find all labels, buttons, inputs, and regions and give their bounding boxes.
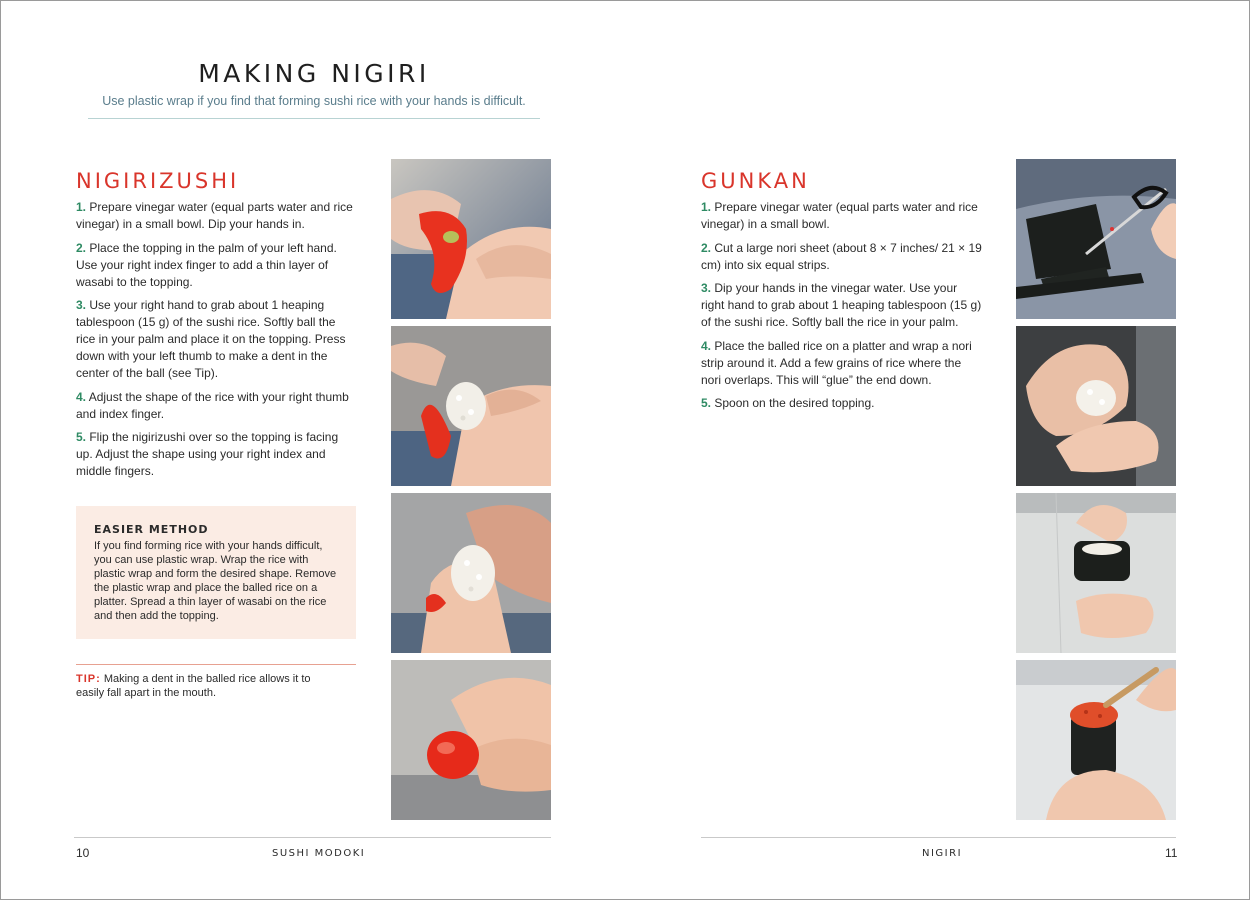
title-divider — [88, 118, 540, 119]
nigirizushi-step-4 — [76, 389, 358, 423]
photo-rice-ball-on-topping — [391, 326, 551, 486]
step-number: 4. — [701, 338, 712, 353]
photo-topping-in-palm — [391, 159, 551, 319]
page-subtitle: Use plastic wrap if you find that forming sushi rice with your hands is difficult. — [102, 94, 526, 108]
nigirizushi-heading: NIGIRIZUSHI — [76, 169, 240, 193]
step-number: 5. — [76, 430, 87, 444]
nigirizushi-step-5 — [76, 429, 358, 480]
page-title: MAKING NIGIRI — [198, 59, 430, 88]
gunkan-step-4 — [701, 338, 983, 389]
gunkan-step-1 — [701, 199, 983, 233]
page-number-right: 11 — [1165, 846, 1178, 860]
tip-text: Making a dent in the balled rice allows it to easily fall apart in the mouth. — [76, 673, 311, 699]
gunkan-step-5 — [701, 395, 983, 412]
step-number: 5. — [701, 396, 712, 410]
photo-finished-nigiri — [391, 660, 551, 820]
footer-rule-left — [74, 837, 551, 838]
step-number: 1. — [76, 200, 87, 214]
step-text: Prepare vinegar water (equal parts water and rice vinegar) in a small bowl. Dip your hands in. — [76, 200, 353, 231]
step-number: 2. — [701, 240, 712, 255]
gunkan-step-2 — [701, 240, 983, 274]
step-number: 2. — [76, 240, 87, 255]
step-number: 1. — [701, 200, 712, 214]
tip-label: TIP: — [76, 673, 101, 685]
step-text: Adjust the shape of the rice with your right thumb and index finger. — [76, 389, 349, 421]
running-head-right: NIGIRI — [922, 848, 963, 859]
tip-note — [76, 672, 336, 700]
easier-method-box — [76, 506, 356, 639]
nigirizushi-steps — [76, 199, 358, 487]
photo-spooning-topping — [1016, 660, 1176, 820]
tip-divider — [76, 664, 356, 665]
nigirizushi-step-1 — [76, 199, 358, 233]
running-head-left: SUSHI MODOKI — [272, 848, 366, 859]
nigirizushi-step-3 — [76, 297, 358, 382]
gunkan-step-3 — [701, 280, 983, 331]
step-text: Place the balled rice on a platter and wrap a nori strip around it. Add a few grains of rice where the nori overlaps. This will “glue” the end down. — [701, 338, 972, 387]
photo-wrapping-nori — [1016, 493, 1176, 653]
photo-cutting-nori — [1016, 159, 1176, 319]
step-text: Dip your hands in the vinegar water. Use your right hand to grab about 1 heaping tablespoon (15 g) of the sushi rice. Softly ball the rice in your palm. — [701, 281, 982, 329]
step-text: Flip the nigirizushi over so the topping is facing up. Adjust the shape using your right index and middle fingers. — [76, 430, 339, 478]
step-text: Cut a large nori sheet (about 8 × 7 inches/ 21 × 19 cm) into six equal strips. — [701, 240, 982, 272]
step-number: 3. — [701, 281, 712, 295]
photo-dent-in-rice — [391, 493, 551, 653]
step-text: Prepare vinegar water (equal parts water and rice vinegar) in a small bowl. — [701, 200, 978, 231]
page-number-left: 10 — [76, 846, 90, 860]
step-text: Spoon on the desired topping. — [711, 396, 875, 410]
footer-rule-right — [701, 837, 1176, 838]
step-text: Place the topping in the palm of your left hand. Use your right index finger to add a thin layer of wasabi to the topping. — [76, 240, 337, 289]
gunkan-steps — [701, 199, 983, 419]
easier-method-title: EASIER METHOD — [94, 523, 209, 536]
step-number: 3. — [76, 298, 87, 312]
step-number: 4. — [76, 389, 87, 404]
gunkan-heading: GUNKAN — [701, 169, 810, 193]
nigirizushi-step-2 — [76, 240, 358, 291]
step-text: Use your right hand to grab about 1 heaping tablespoon (15 g) of the sushi rice. Softly ball the rice in your palm and place it on the topping. Press down with your left thumb to make a dent in the center of the ball (see Tip). — [76, 298, 346, 380]
easier-method-text: If you find forming rice with your hands difficult, you can use plastic wrap. Wrap the rice with plastic wrap and form the desired shape. Remove the plastic wrap and place the balled rice on a platter. Spread a thin layer of wasabi on the rice and then add the topping. — [94, 540, 337, 622]
photo-balling-rice — [1016, 326, 1176, 486]
